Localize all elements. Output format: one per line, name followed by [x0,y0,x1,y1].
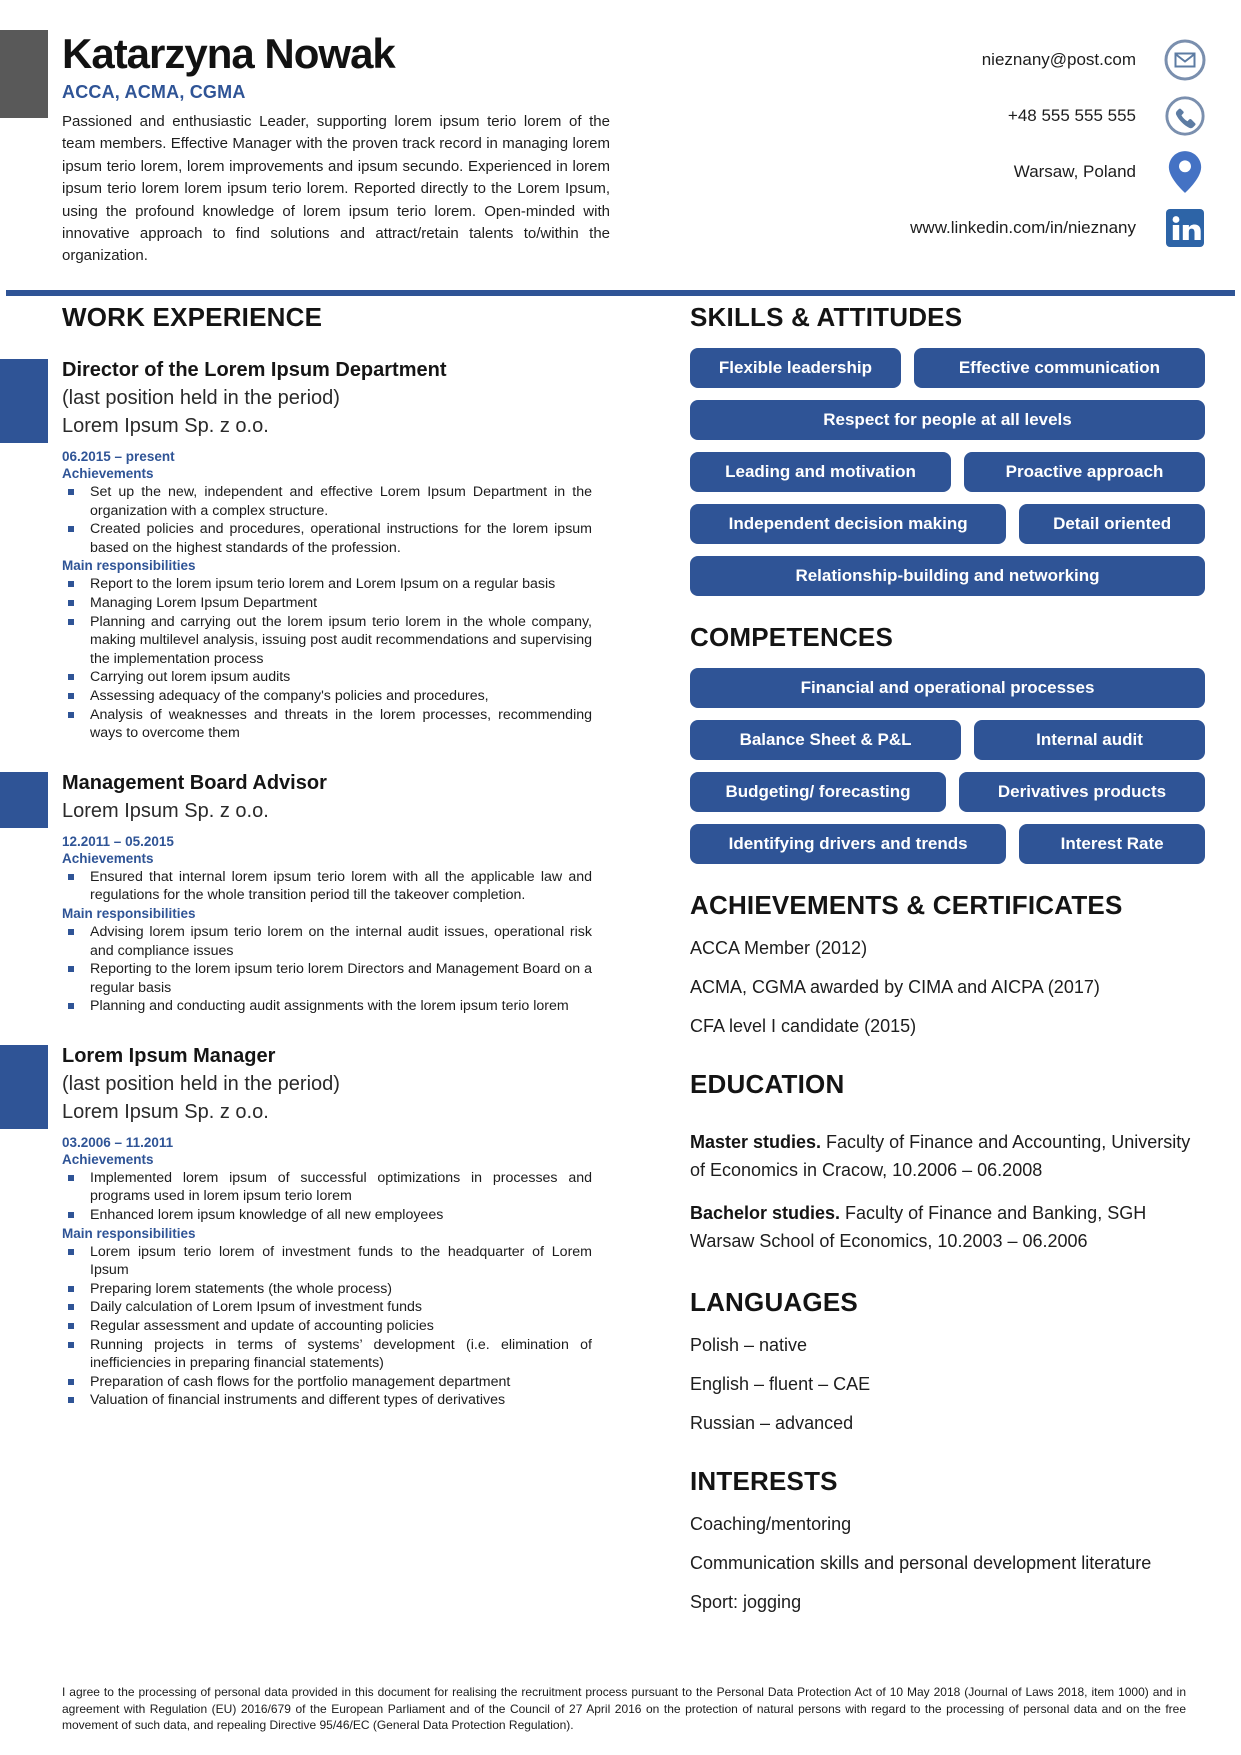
bullet-item: Carrying out lorem ipsum audits [62,668,592,687]
achievements-list [62,1169,592,1225]
education-entry [690,1199,1205,1255]
skill-tag: Relationship-building and networking [690,556,1205,596]
competence-tag: Internal audit [974,720,1205,760]
job-period: 12.2011 – 05.2015 [62,833,174,849]
job-entry-3 [62,1042,592,1410]
bullet-item: Created policies and procedures, operational instructions for the lorem ipsum based on the highest standards of the profession. [62,520,592,557]
work-experience-section [62,302,592,1436]
bullet-item: Preparing lorem statements (the whole process) [62,1280,592,1299]
bullet-item: Implemented lorem ipsum of successful optimizations in processes and programs used in lorem ipsum terio lorem [62,1169,592,1206]
job-period: 06.2015 – present [62,449,175,464]
education-section [690,1069,1205,1255]
contact-block [910,38,1208,250]
degree-label: Bachelor studies. [690,1203,841,1223]
bullet-item: Advising lorem ipsum terio lorem on the internal audit issues, operational risk and compliance issues [62,923,592,960]
interests-title: INTERESTS [690,1466,838,1496]
competences-title: COMPETENCES [690,622,894,652]
job-company: Lorem Ipsum Sp. z o.o. [62,1100,269,1123]
profile-summary: Passioned and enthusiastic Leader, supporting lorem ipsum terio lorem of the team members. Effective Manager with the proven track record in managing lorem ipsum terio lorem, lorem improvements and ipsum secundo. Experienced in lorem ipsum terio lorem lorem ipsum terio lorem. Reported directly to the Lorem Ipsum, using the profound knowledge of lorem ipsum terio lorem. Open-minded with innovative approach to find solutions and attract/retain talents to/within the organization. [62,113,610,265]
bullet-item: Lorem ipsum terio lorem of investment funds to the headquarter of Lorem Ipsum [62,1243,592,1280]
competence-tag: Interest Rate [1019,824,1205,864]
languages-section [690,1287,1205,1434]
job-entry-2 [62,769,592,1016]
bullet-item: Ensured that internal lorem ipsum terio lorem with all the applicable law and regulations for the whole transition period till the takeover completion. [62,868,592,905]
location-pin-icon [1162,149,1208,195]
competence-tag: Financial and operational processes [690,668,1205,708]
bullet-item: Planning and conducting audit assignments with the lorem ipsum terio lorem [62,997,592,1016]
right-column [690,302,1205,1613]
bullet-item: Report to the lorem ipsum terio lorem and Lorem Ipsum on a regular basis [62,575,592,594]
person-name: Katarzyna Nowak [62,30,395,77]
job-marker [0,359,48,443]
credentials: ACCA, ACMA, CGMA [62,82,246,102]
bullet-item: Analysis of weaknesses and threats in the lorem processes, recommending ways to overcome them [62,706,592,743]
job-company: Lorem Ipsum Sp. z o.o. [62,799,269,822]
achievements-list [62,483,592,557]
bullet-item: Regular assessment and update of accounting policies [62,1317,592,1336]
bullet-item: Valuation of financial instruments and different types of derivatives [62,1391,592,1410]
bullet-item: Planning and carrying out the lorem ipsum terio lorem in the whole company, making multilevel analysis, issuing post audit recommendations and supervising the implementation process [62,613,592,669]
competences-tag-grid [690,668,1205,864]
content-columns [0,302,1241,1613]
language-item: Polish – native [690,1335,808,1355]
degree-details: Faculty of Finance and Banking, SGH Warsaw School of Economics, 10.2003 – 06.2006 [690,1203,1147,1251]
bullet-item: Managing Lorem Ipsum Department [62,594,592,613]
competences-section [690,622,1205,864]
interests-section [690,1466,1205,1613]
education-title: EDUCATION [690,1069,845,1099]
skill-tag: Independent decision making [690,504,1006,544]
competence-tag: Budgeting/ forecasting [690,772,946,812]
competence-tag: Identifying drivers and trends [690,824,1006,864]
work-experience-title: WORK EXPERIENCE [62,302,323,332]
skill-tag: Detail oriented [1019,504,1205,544]
linkedin-icon [1162,208,1208,248]
job-company: Lorem Ipsum Sp. z o.o. [62,415,269,437]
degree-label: Master studies. [690,1132,822,1152]
achievements-label: Achievements [62,466,154,481]
contact-row-location [1014,150,1208,194]
job-title: Management Board Advisor [62,771,327,794]
interest-item: Coaching/mentoring [690,1514,852,1534]
skills-title: SKILLS & ATTITUDES [690,302,963,332]
bullet-item: Daily calculation of Lorem Ipsum of investment funds [62,1298,592,1317]
skill-tag: Flexible leadership [690,348,901,388]
contact-row-email [982,38,1208,82]
certificate-item: ACMA, CGMA awarded by CIMA and AICPA (2017) [690,977,1100,997]
language-item: English – fluent – CAE [690,1374,871,1394]
achievements-certificates-title: ACHIEVEMENTS & CERTIFICATES [690,890,1123,920]
languages-title: LANGUAGES [690,1287,858,1317]
contact-row-linkedin [910,206,1208,250]
location-text: Warsaw, Poland [1013,162,1136,181]
header-divider-rule [6,290,1235,296]
certificate-item: CFA level I candidate (2015) [690,1016,917,1036]
language-item: Russian – advanced [690,1413,854,1433]
bullet-item: Enhanced lorem ipsum knowledge of all new employees [62,1206,592,1225]
email-text[interactable]: nieznany@post.com [981,50,1136,69]
certificate-item: ACCA Member (2012) [690,938,868,958]
interest-item: Sport: jogging [690,1592,802,1612]
bullet-item: Running projects in terms of systems’ development (i.e. elimination of inefficiencies in preparing financial statements) [62,1336,592,1373]
education-entry [690,1128,1205,1184]
bullet-item: Assessing adequacy of the company's policies and procedures, [62,687,592,706]
job-title: Director of the Lorem Ipsum Department [62,359,447,381]
achievements-certificates-section [690,890,1205,1037]
interest-item: Communication skills and personal development literature [690,1553,1152,1573]
skill-tag: Proactive approach [964,452,1205,492]
job-marker [0,1045,48,1129]
responsibilities-list [62,575,592,742]
achievements-label: Achievements [62,850,154,866]
skill-tag: Leading and motivation [690,452,951,492]
achievements-label: Achievements [62,1151,154,1167]
job-marker [0,772,48,828]
responsibilities-label: Main responsibilities [62,905,196,921]
responsibilities-label: Main responsibilities [62,558,196,574]
corner-accent-square [0,30,48,118]
responsibilities-list [62,1243,592,1410]
responsibilities-label: Main responsibilities [62,1225,196,1241]
achievements-list [62,868,592,905]
skill-tag: Effective communication [914,348,1205,388]
job-subtitle: (last position held in the period) [62,1072,340,1095]
skills-section [690,302,1205,596]
email-icon [1162,38,1208,82]
job-period: 03.2006 – 11.2011 [62,1134,174,1150]
skills-tag-grid [690,348,1205,596]
competence-tag: Balance Sheet & P&L [690,720,961,760]
job-entry-1 [62,356,592,743]
bullet-item: Reporting to the lorem ipsum terio lorem Directors and Management Board on a regular basis [62,960,592,997]
bullet-item: Preparation of cash flows for the portfolio management department [62,1373,592,1392]
gdpr-disclaimer: I agree to the processing of personal data provided in this document for realising the recruitment process pursuant to the Personal Data Protection Act of 10 May 2018 (Journal of Laws 2018, item 1000) and in agreement with Regulation (EU) 2016/679 of the European Parliament and of the Council of 27 April 2016 on the protection of natural persons with regard to the processing of personal data and on the free movement of such data, and repealing Directive 95/46/EC (General Data Protection Regulation). [62,1685,1186,1733]
contact-row-phone [1008,94,1208,138]
bullet-item: Set up the new, independent and effective Lorem Ipsum Department in the organization with a complex structure. [62,483,592,520]
job-title: Lorem Ipsum Manager [62,1044,276,1067]
competence-tag: Derivatives products [959,772,1205,812]
phone-icon [1162,95,1208,137]
linkedin-text[interactable]: www.linkedin.com/in/nieznany [910,218,1136,237]
responsibilities-list [62,923,592,1016]
phone-text: +48 555 555 555 [1007,106,1136,125]
job-subtitle: (last position held in the period) [62,387,340,409]
degree-details: Faculty of Finance and Accounting, University of Economics in Cracow, 10.2006 – 06.2008 [690,1132,1191,1180]
skill-tag: Respect for people at all levels [690,400,1205,440]
